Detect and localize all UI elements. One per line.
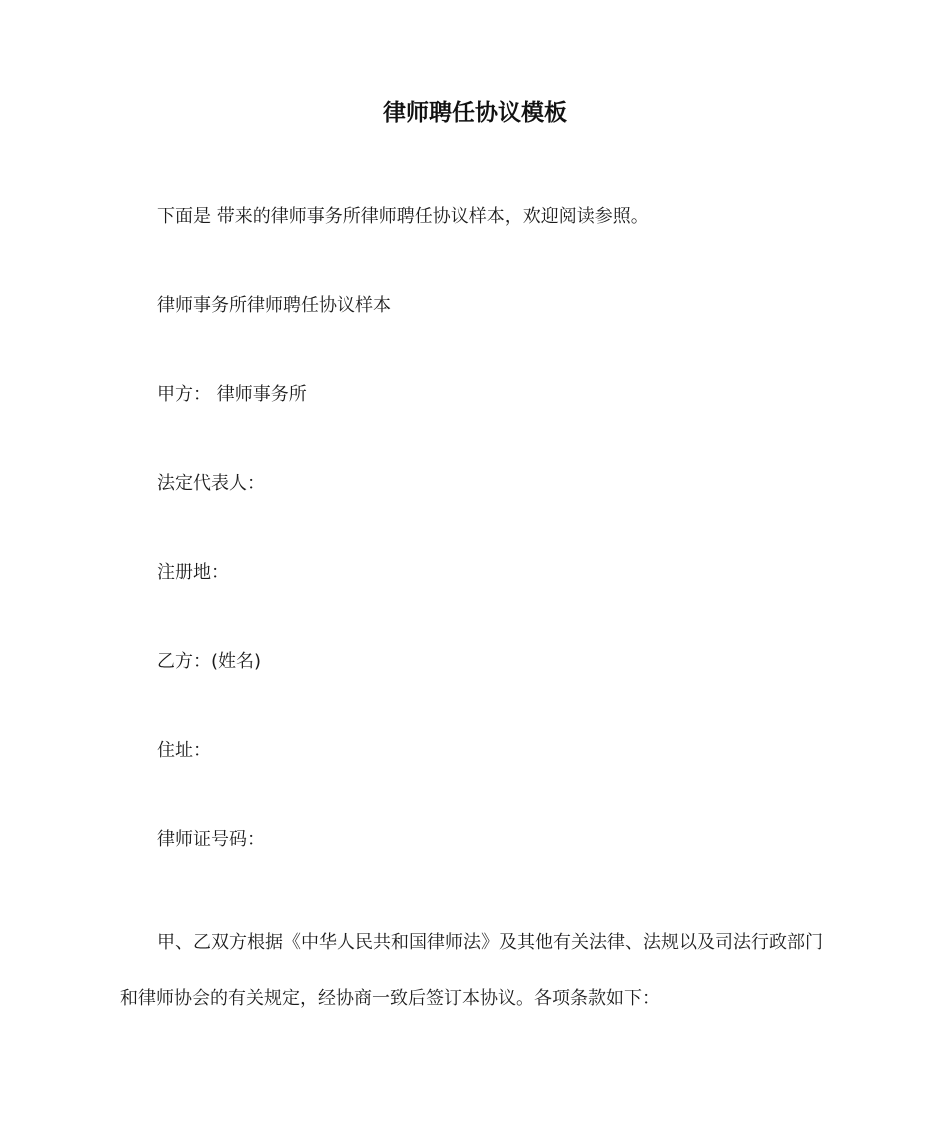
intro-line: 下面是 带来的律师事务所律师聘任协议样本，欢迎阅读参照。 xyxy=(157,206,649,227)
party-a-field: 甲方： 律师事务所 xyxy=(157,384,307,405)
preamble-line-2: 和律师协会的有关规定，经协商一致后签订本协议。各项条款如下： xyxy=(120,988,660,1009)
legal-representative-field: 法定代表人： xyxy=(157,473,265,494)
address-field: 住址： xyxy=(157,740,211,761)
document-title: 律师聘任协议模板 xyxy=(383,100,567,126)
registered-address-field: 注册地： xyxy=(157,562,229,583)
license-number-field: 律师证号码： xyxy=(157,829,265,850)
party-b-field: 乙方：(姓名) xyxy=(157,651,262,672)
preamble-line-1: 甲、乙双方根据《中华人民共和国律师法》及其他有关法律、法规以及司法行政部门 xyxy=(157,932,823,953)
agreement-subtitle: 律师事务所律师聘任协议样本 xyxy=(157,295,391,316)
agreement-preamble xyxy=(120,915,840,1027)
